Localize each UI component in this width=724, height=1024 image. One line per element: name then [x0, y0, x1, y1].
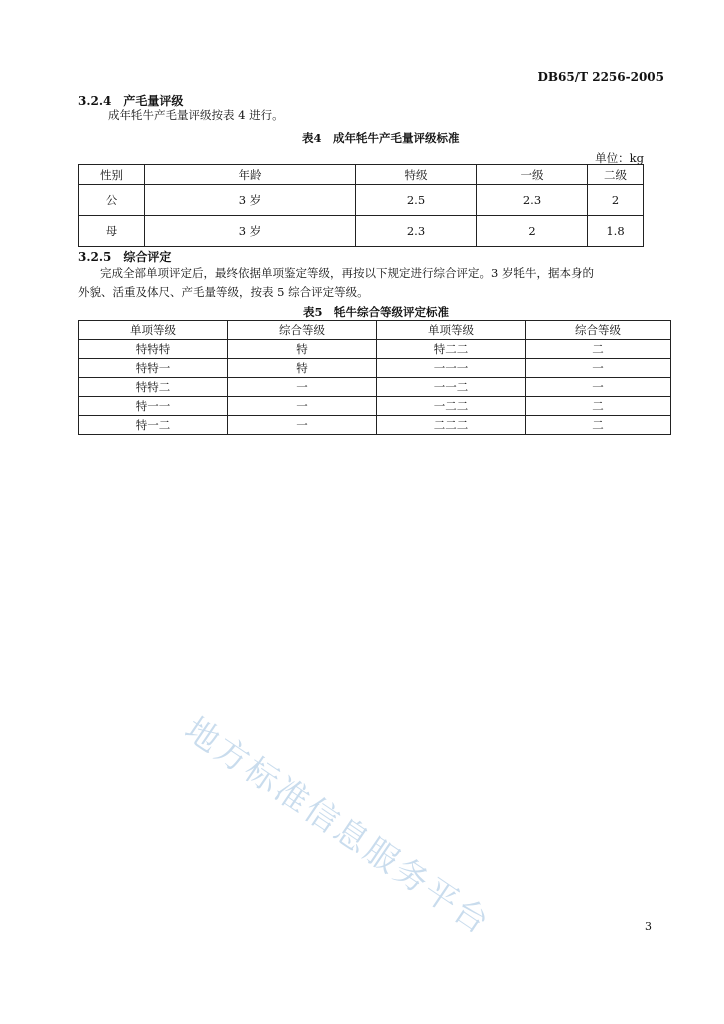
- table-cell: 一一一: [377, 359, 526, 378]
- table-cell: 特: [228, 340, 377, 359]
- table-4-unit: 单位：kg: [595, 151, 644, 165]
- table-row: [79, 185, 644, 216]
- table-cell: 3 岁: [145, 216, 356, 247]
- header-cell: 综合等级: [228, 321, 377, 340]
- table-cell: 公: [79, 185, 145, 216]
- table-row: [79, 359, 671, 378]
- section-3-2-4-heading: 3.2.4 产毛量评级: [78, 94, 184, 108]
- table-header-row: [79, 321, 671, 340]
- table-cell: 一: [228, 416, 377, 435]
- table-cell: 一: [228, 397, 377, 416]
- table-cell: 特特特: [79, 340, 228, 359]
- table-5-caption: 表5 牦牛综合等级评定标准: [303, 305, 450, 319]
- section-3-2-5-text-line1: 完成全部单项评定后，最终依据单项鉴定等级，再按以下规定进行综合评定。3 岁牦牛，据本身的: [100, 266, 594, 280]
- table-cell: 2: [588, 185, 644, 216]
- table-cell: 2.3: [356, 216, 477, 247]
- table-row: [79, 397, 671, 416]
- document-code: DB65/T 2256-2005: [537, 70, 664, 84]
- table-cell: 二: [526, 397, 671, 416]
- table-cell: 一二二: [377, 397, 526, 416]
- table-cell: 母: [79, 216, 145, 247]
- header-cell: 综合等级: [526, 321, 671, 340]
- section-3-2-5-text-line2: 外貌、活重及体尺、产毛量等级，按表 5 综合评定等级。: [78, 285, 369, 299]
- header-cell: 特级: [356, 165, 477, 185]
- table-cell: 3 岁: [145, 185, 356, 216]
- table-cell: 一: [526, 378, 671, 397]
- header-cell: 一级: [477, 165, 588, 185]
- section-3-2-5-heading: 3.2.5 综合评定: [78, 250, 172, 264]
- section-3-2-4-text: 成年牦牛产毛量评级按表 4 进行。: [108, 108, 284, 122]
- header-cell: 单项等级: [377, 321, 526, 340]
- table-cell: 1.8: [588, 216, 644, 247]
- table-cell: 一: [228, 378, 377, 397]
- table-cell: 2: [477, 216, 588, 247]
- table-4: [78, 164, 644, 247]
- table-5: [78, 320, 671, 435]
- table-cell: 特一一: [79, 397, 228, 416]
- table-cell: 二: [526, 416, 671, 435]
- table-header-row: [79, 165, 644, 185]
- table-4-caption: 表4 成年牦牛产毛量评级标准: [302, 131, 460, 145]
- table-cell: 二二二: [377, 416, 526, 435]
- table-cell: 一一二: [377, 378, 526, 397]
- header-cell: 性别: [79, 165, 145, 185]
- table-row: [79, 416, 671, 435]
- table-cell: 一: [526, 359, 671, 378]
- table-cell: 2.5: [356, 185, 477, 216]
- table-cell: 特特二: [79, 378, 228, 397]
- header-cell: 二级: [588, 165, 644, 185]
- table-cell: 特二二: [377, 340, 526, 359]
- header-cell: 单项等级: [79, 321, 228, 340]
- table-row: [79, 216, 644, 247]
- table-cell: 特特一: [79, 359, 228, 378]
- table-cell: 特: [228, 359, 377, 378]
- table-cell: 二: [526, 340, 671, 359]
- watermark: 地方标准信息服务平台: [177, 708, 499, 943]
- header-cell: 年龄: [145, 165, 356, 185]
- table-cell: 2.3: [477, 185, 588, 216]
- table-cell: 特一二: [79, 416, 228, 435]
- table-row: [79, 340, 671, 359]
- page-number: 3: [645, 920, 652, 933]
- table-row: [79, 378, 671, 397]
